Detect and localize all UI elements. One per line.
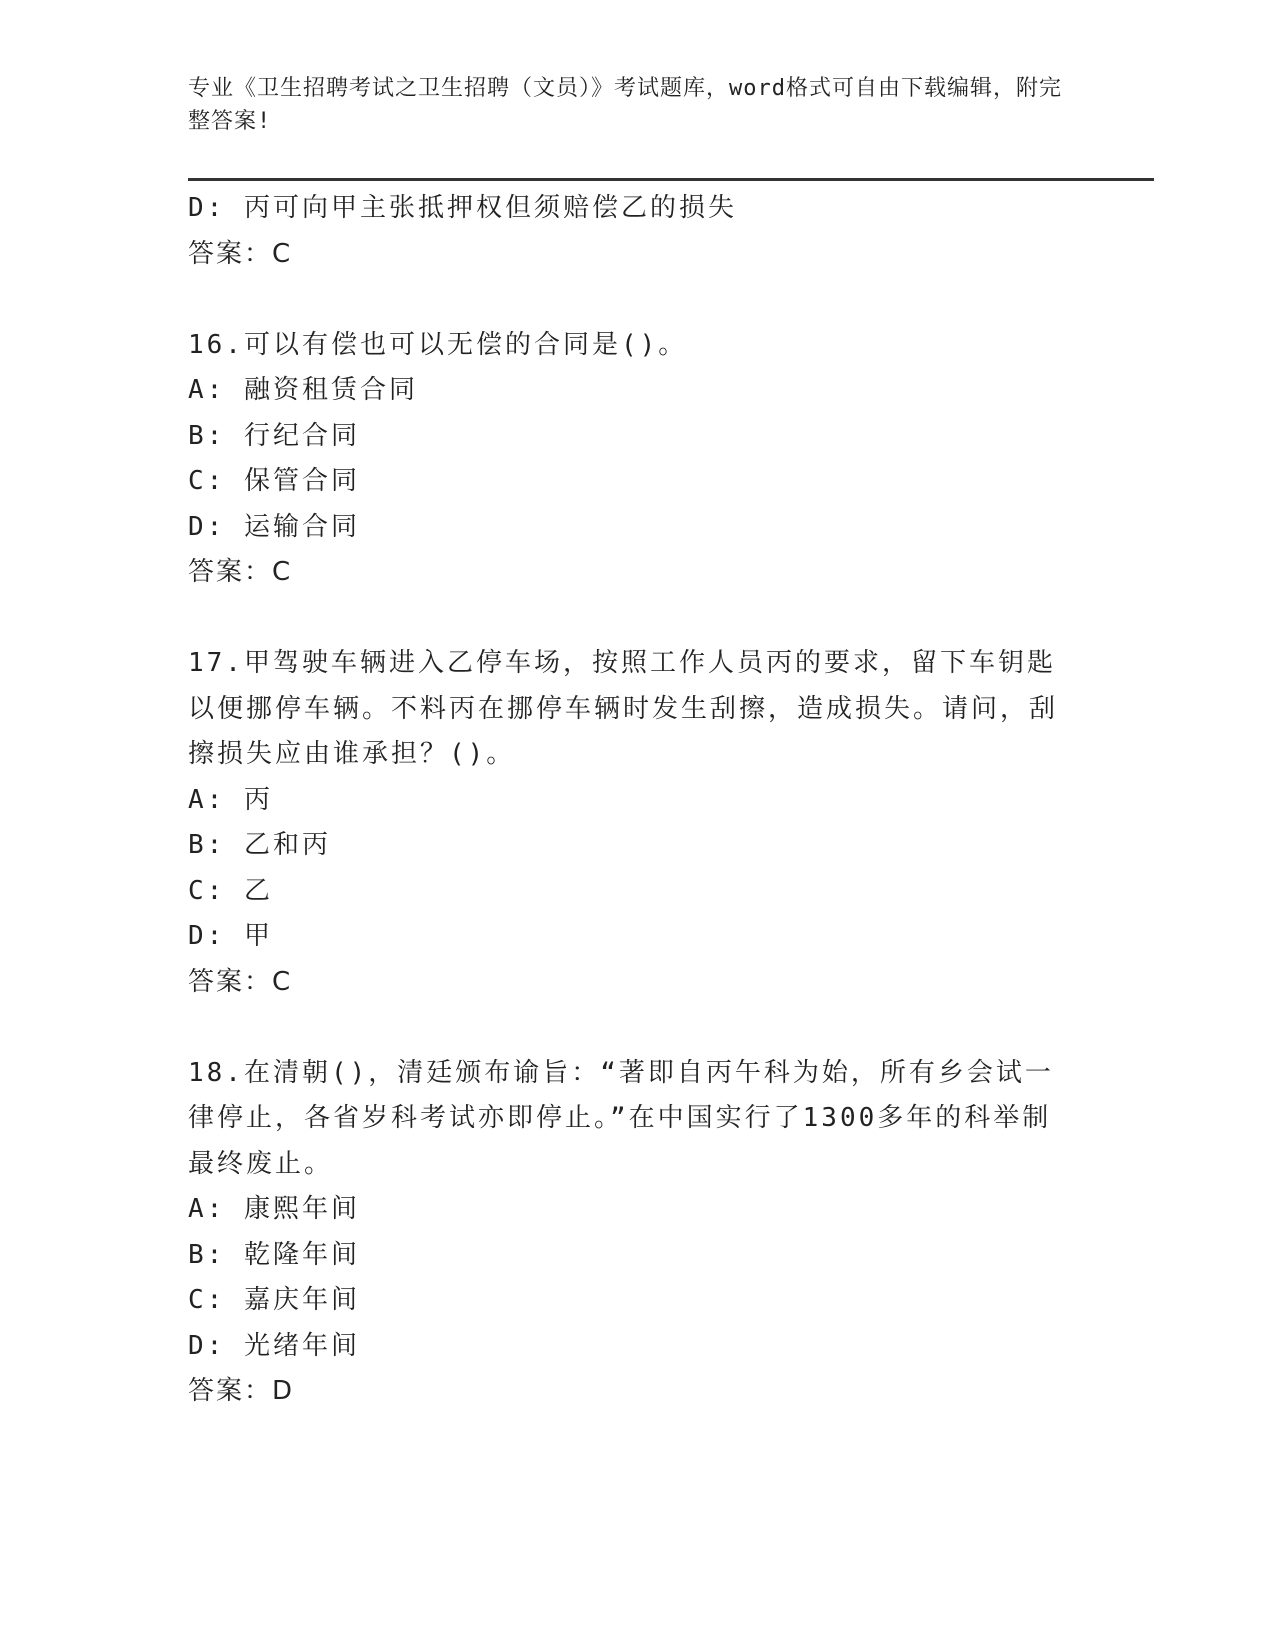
spacer bbox=[188, 1005, 1088, 1051]
answer-line: 答案：C bbox=[188, 966, 293, 997]
question-17 bbox=[188, 641, 1088, 1005]
option-b: B: 行纪合同 bbox=[188, 420, 360, 451]
answer-line: 答案：C bbox=[188, 557, 293, 587]
question-18 bbox=[188, 1051, 1088, 1415]
option-a: A: 丙 bbox=[188, 784, 273, 815]
option-d: D: 丙可向甲主张抵押权但须赔偿乙的损失 bbox=[188, 193, 737, 223]
option-c: C: 嘉庆年间 bbox=[188, 1285, 360, 1315]
option-b: B: 乾隆年间 bbox=[188, 1239, 360, 1270]
option-c: C: 乙 bbox=[188, 875, 273, 906]
question-stem: 16.可以有偿也可以无偿的合同是()。 bbox=[188, 329, 688, 360]
question-16 bbox=[188, 323, 1088, 596]
option-a: A: 融资租赁合同 bbox=[188, 375, 418, 405]
header-divider bbox=[188, 178, 1154, 181]
question-stem: 17.甲驾驶车辆进入乙停车场，按照工作人员丙的要求，留下车钥匙以便挪停车辆。不料丙在挪停车辆时发生刮擦，造成损失。请问，刮擦损失应由谁承担？()。 bbox=[188, 648, 1059, 769]
option-c: C: 保管合同 bbox=[188, 466, 360, 496]
answer-line: 答案：C bbox=[188, 238, 293, 269]
answer-line: 答案：D bbox=[188, 1376, 295, 1406]
option-a: A: 康熙年间 bbox=[188, 1194, 360, 1224]
spacer bbox=[188, 277, 1088, 323]
page-header: 专业《卫生招聘考试之卫生招聘（文员）》考试题库，word格式可自由下载编辑，附完整答案! bbox=[188, 76, 1062, 134]
question-content bbox=[188, 186, 1088, 1415]
spacer bbox=[188, 596, 1088, 642]
option-d: D: 光绪年间 bbox=[188, 1330, 360, 1361]
option-b: B: 乙和丙 bbox=[188, 830, 331, 860]
question-stem: 18.在清朝()，清廷颁布谕旨：“著即自丙午科为始，所有乡会试一律停止，各省岁科考试亦即停止。”在中国实行了1300多年的科举制最终废止。 bbox=[188, 1057, 1054, 1179]
option-d: D: 甲 bbox=[188, 921, 273, 951]
option-d: D: 运输合同 bbox=[188, 511, 360, 542]
